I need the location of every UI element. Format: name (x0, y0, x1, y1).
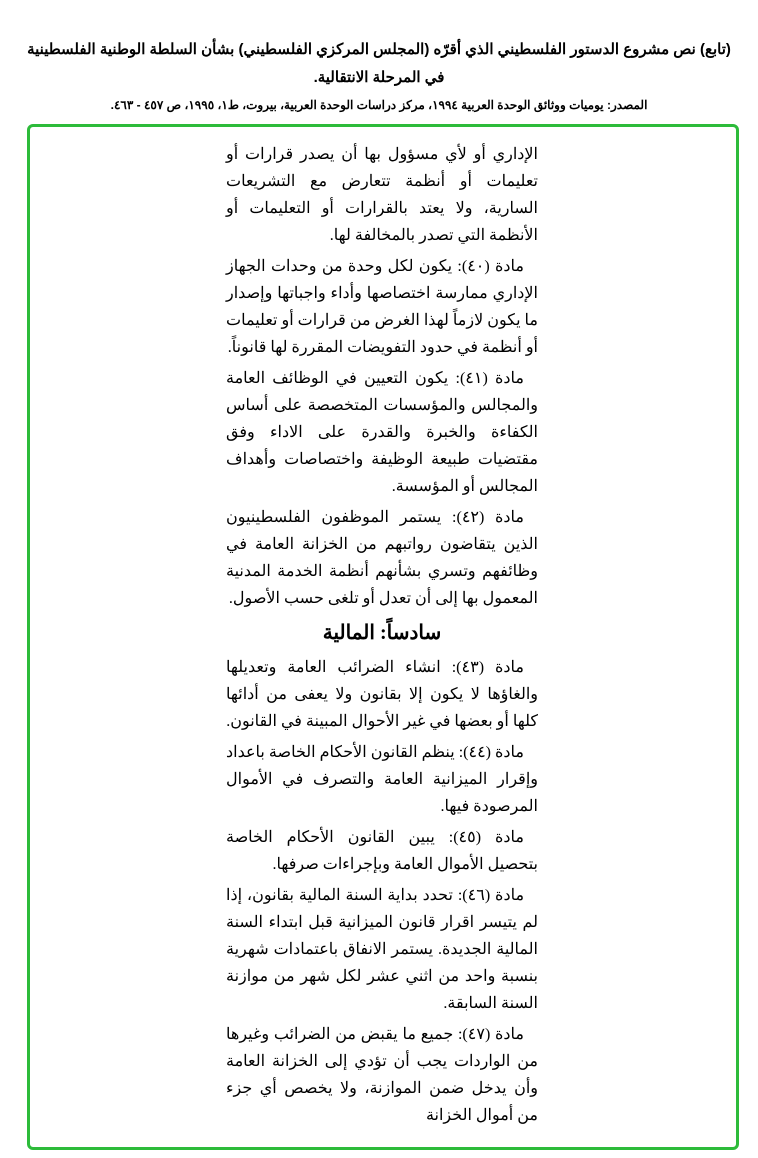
article-40: مادة (٤٠): يكون لكل وحدة من وحدات الجهاز الإداري ممارسة اختصاصها وأداء واجباتها وإصدار ما يكون لازماً لهذا الغرض من قرارات أو تعليمات أو أنظمة في حدود التفويضات المقررة لها قانوناً. (226, 258, 538, 356)
title-line-1: (تابع) نص مشروع الدستور الفلسطيني الذي أقرّه (المجلس المركزي الفلسطيني) بشأن السلطة الوطنية الفلسطينية (27, 41, 731, 58)
article-46: مادة (٤٦): تحدد بداية السنة المالية بقانون، إذا لم يتيسر اقرار قانون الميزانية قبل ابتداء السنة المالية الجديدة. يستمر الانفاق باعتمادات شهرية بنسبة واحد من اثني عشر لكل شهر من موازنة السنة السابقة. (226, 887, 538, 1012)
article-43: مادة (٤٣): انشاء الضرائب العامة وتعديلها والغاؤها لا يكون إلا بقانون ولا يعفى من أدائها كلها أو بعضها في غير الأحوال المبينة في القانون. (226, 659, 538, 730)
section-heading: سادساً: المالية (322, 622, 442, 644)
article-45: مادة (٤٥): يبين القانون الأحكام الخاصة بتحصيل الأموال العامة وبإجراءات صرفها. (226, 829, 538, 873)
source-citation: المصدر: يوميات ووثائق الوحدة العربية ١٩٩٤، مركز دراسات الوحدة العربية، بيروت، ط١، ١٩٩٥، ص ٤٥٧ - ٤٦٣. (110, 98, 648, 112)
article-42: مادة (٤٢): يستمر الموظفون الفلسطينيون الذين يتقاضون رواتبهم من الخزانة العامة في وظائفهم وتسري بشأنهم أنظمة الخدمة المدنية المعمول بها إلى أن تعدل أو تلغى حسب الأصول. (226, 509, 538, 607)
continuation-paragraph: الإداري أو لأي مسؤول بها أن يصدر قرارات أو تعليمات أو أنظمة تتعارض مع التشريعات السارية، ولا يعتد بالقرارات أو التعليمات أو الأنظمة التي تصدر بالمخالفة لها. (226, 146, 538, 244)
content-frame (27, 124, 739, 1150)
article-44: مادة (٤٤): ينظم القانون الأحكام الخاصة باعداد وإقرار الميزانية العامة والتصرف في الأموال المرصودة فيها. (226, 744, 538, 815)
article-41: مادة (٤١): يكون التعيين في الوظائف العامة والمجالس والمؤسسات المتخصصة على أساس الكفاءة والخبرة والقدرة على الاداء وفق مقتضيات طبيعة الوظيفة واختصاصات وأهداف المجالس أو المؤسسة. (226, 370, 538, 495)
title-line-2: في المرحلة الانتقالية. (313, 69, 445, 86)
document-title (20, 36, 738, 92)
document-body (226, 141, 538, 1129)
article-47: مادة (٤٧): جميع ما يقبض من الضرائب وغيرها من الواردات يجب أن تؤدي إلى الخزانة العامة وأن يدخل ضمن الموازنة، ولا يخصص أي جزء من أموال الخزانة (226, 1026, 538, 1124)
